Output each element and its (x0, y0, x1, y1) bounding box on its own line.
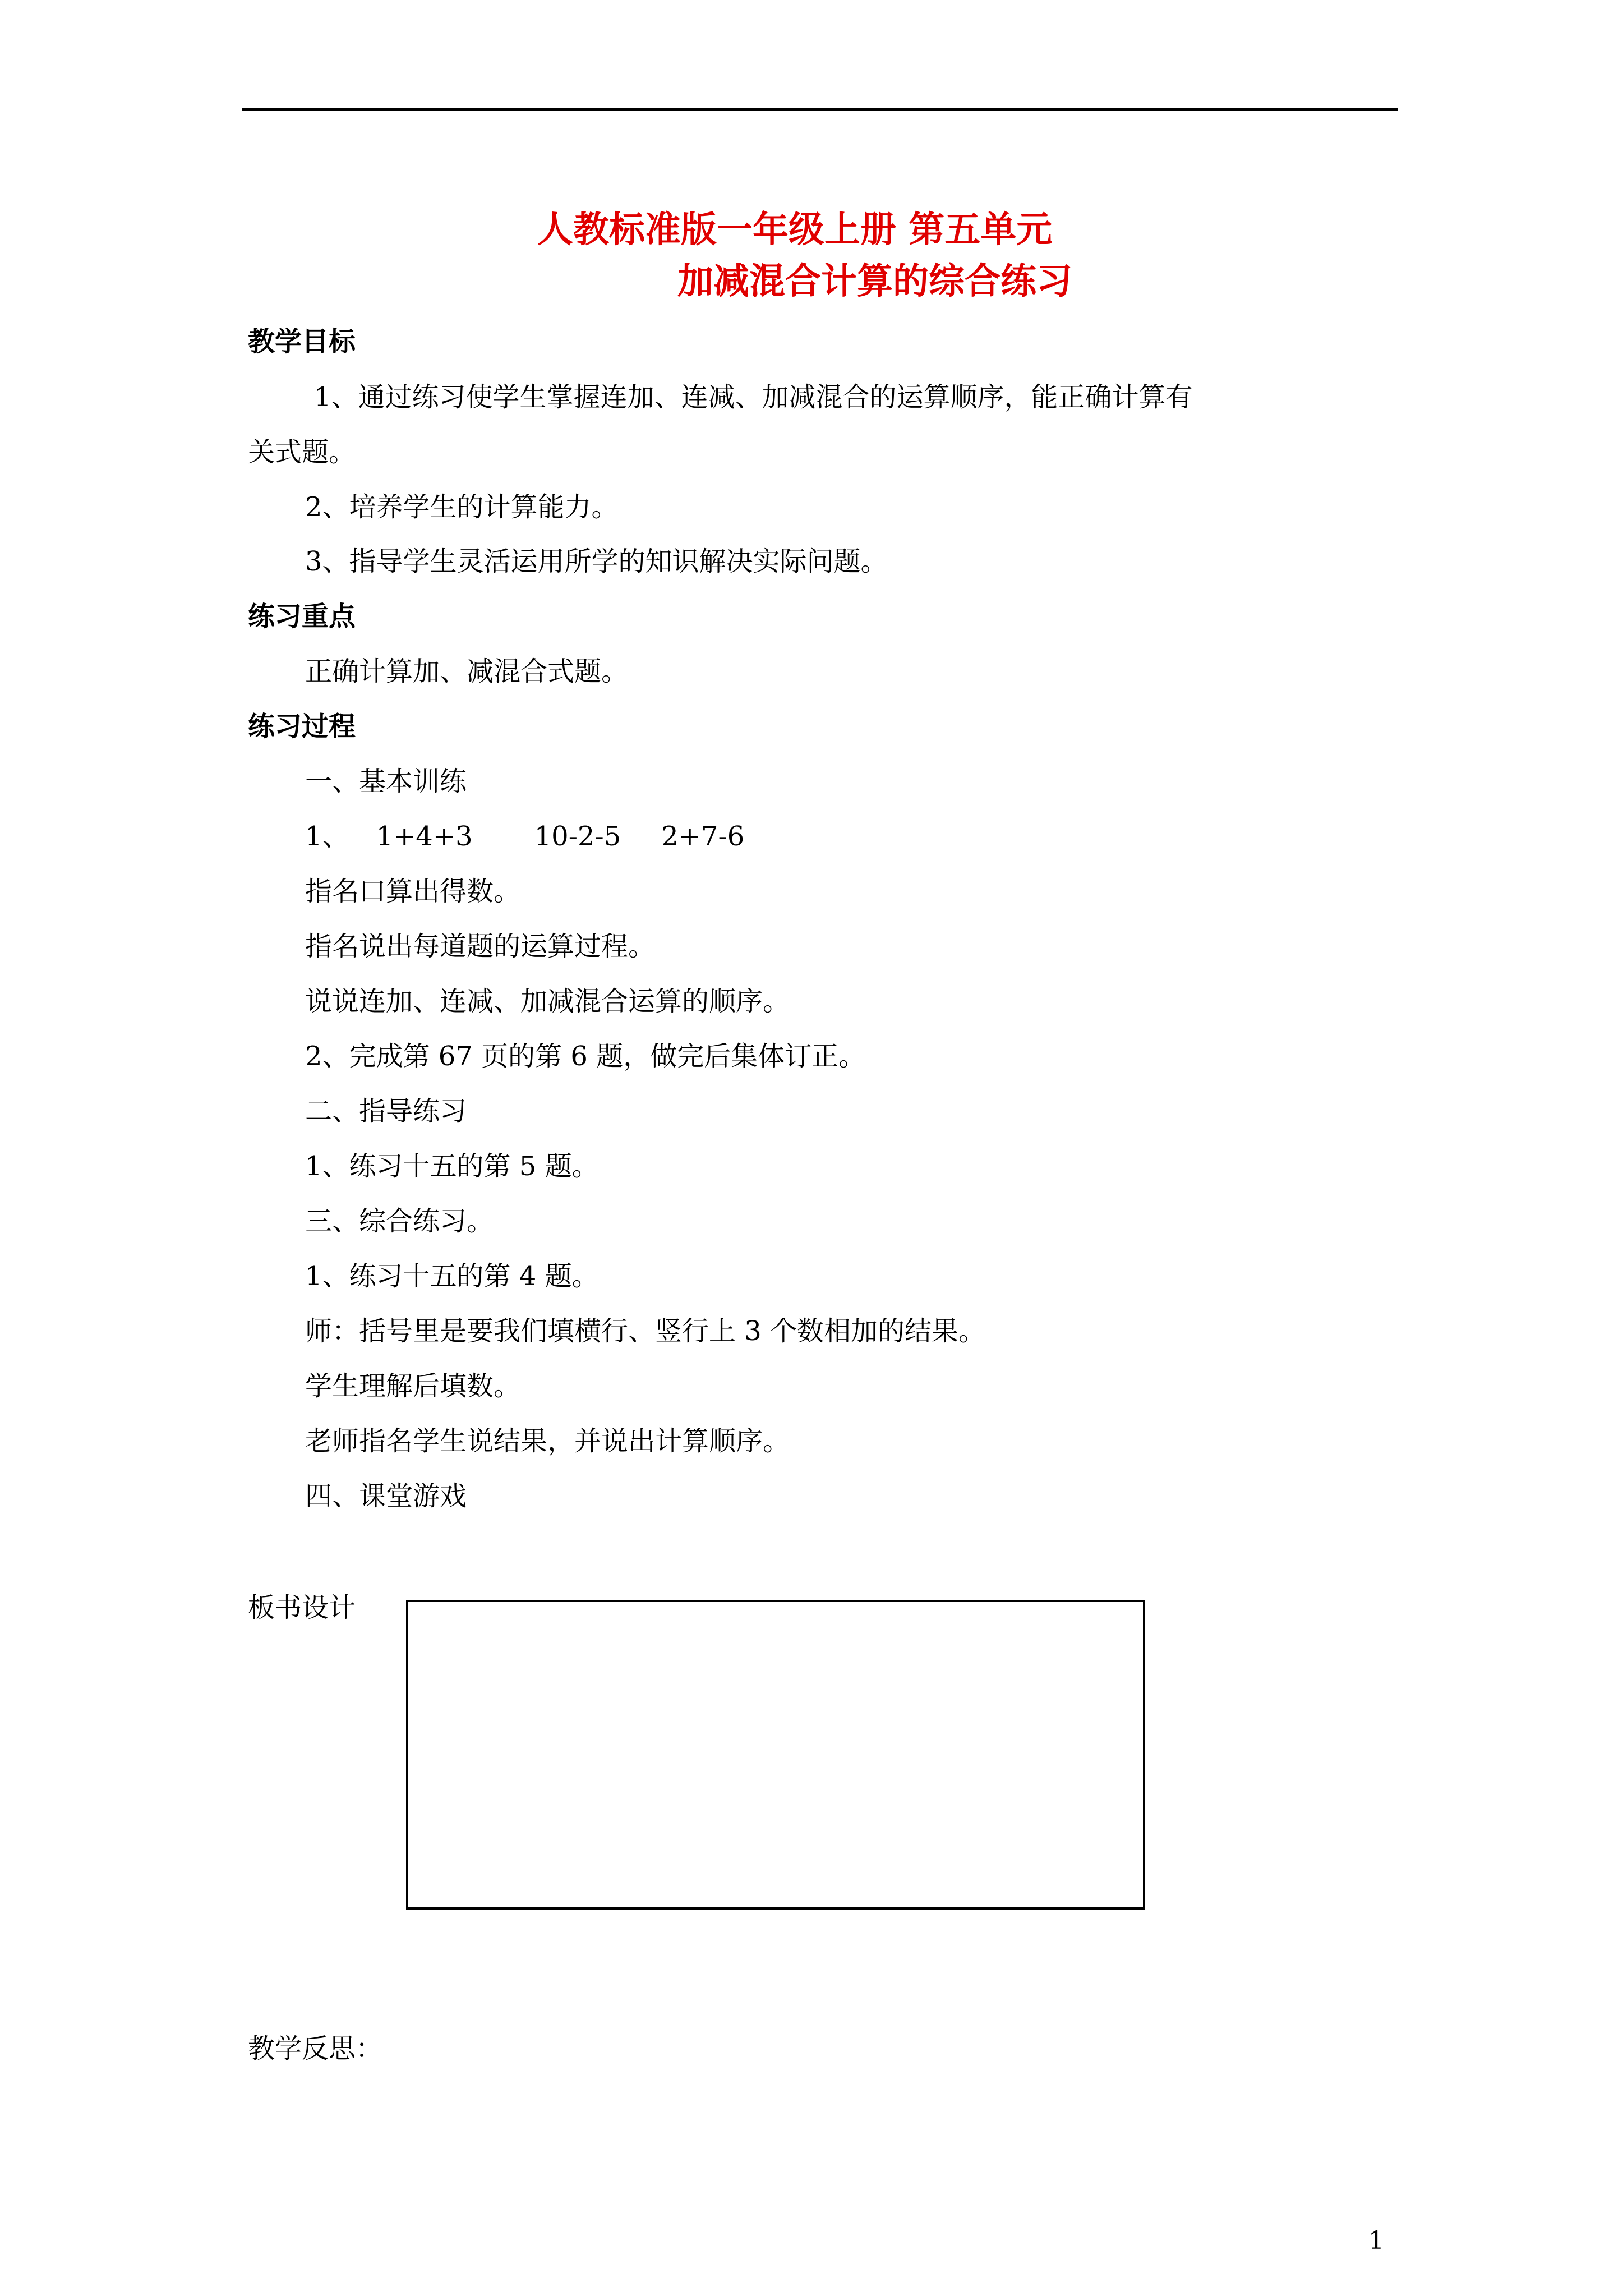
part3-teacher-line: 师：括号里是要我们填横行、竖行上 3 个数相加的结果。 (305, 1315, 986, 1347)
objectives-heading: 教学目标 (248, 326, 356, 357)
reflection-label: 教学反思： (248, 2033, 383, 2064)
board-design-label: 板书设计 (248, 1592, 356, 1623)
document-title-line1: 人教标准版一年级上册 第五单元 (537, 209, 1053, 251)
part2-title: 二、指导练习 (305, 1096, 467, 1127)
objective-item-1-line1: 1、通过练习使学生掌握连加、连减、加减混合的运算顺序，能正确计算有 (314, 381, 1193, 413)
part1-title: 一、基本训练 (305, 766, 467, 797)
question-label: 1、 (305, 821, 349, 852)
part1-step-1: 指名口算出得数。 (305, 876, 521, 907)
focus-text: 正确计算加、减混合式题。 (305, 656, 629, 687)
part3-result-line: 老师指名学生说结果，并说出计算顺序。 (305, 1425, 790, 1457)
part3-title: 三、综合练习。 (305, 1205, 494, 1237)
objective-item-1-line2: 关式题。 (248, 436, 356, 468)
objective-item-2: 2、培养学生的计算能力。 (305, 491, 619, 523)
page-number: 1 (1368, 2226, 1384, 2255)
objective-item-3: 3、指导学生灵活运用所学的知识解决实际问题。 (305, 546, 888, 577)
part1-step-2: 指名说出每道题的运算过程。 (305, 931, 656, 962)
part1-step-3: 说说连加、连减、加减混合运算的顺序。 (305, 986, 790, 1017)
header-rule (242, 108, 1398, 111)
part1-question-2: 2、完成第 67 页的第 6 题，做完后集体订正。 (305, 1041, 866, 1072)
board-design-box (406, 1600, 1145, 1910)
part2-question-1: 1、练习十五的第 5 题。 (305, 1151, 599, 1182)
part3-students-line: 学生理解后填数。 (305, 1370, 521, 1402)
part3-question-1: 1、练习十五的第 4 题。 (305, 1260, 599, 1292)
expression-1: 1+4+3 (376, 821, 473, 852)
expression-2: 10-2-5 (534, 821, 621, 852)
focus-heading: 练习重点 (248, 601, 356, 632)
part1-question-1 (305, 823, 744, 850)
expression-3: 2+7-6 (661, 821, 745, 852)
document-title-line2: 加减混合计算的综合练习 (677, 260, 1072, 302)
part4-title: 四、课堂游戏 (305, 1480, 467, 1512)
process-heading: 练习过程 (248, 711, 356, 742)
